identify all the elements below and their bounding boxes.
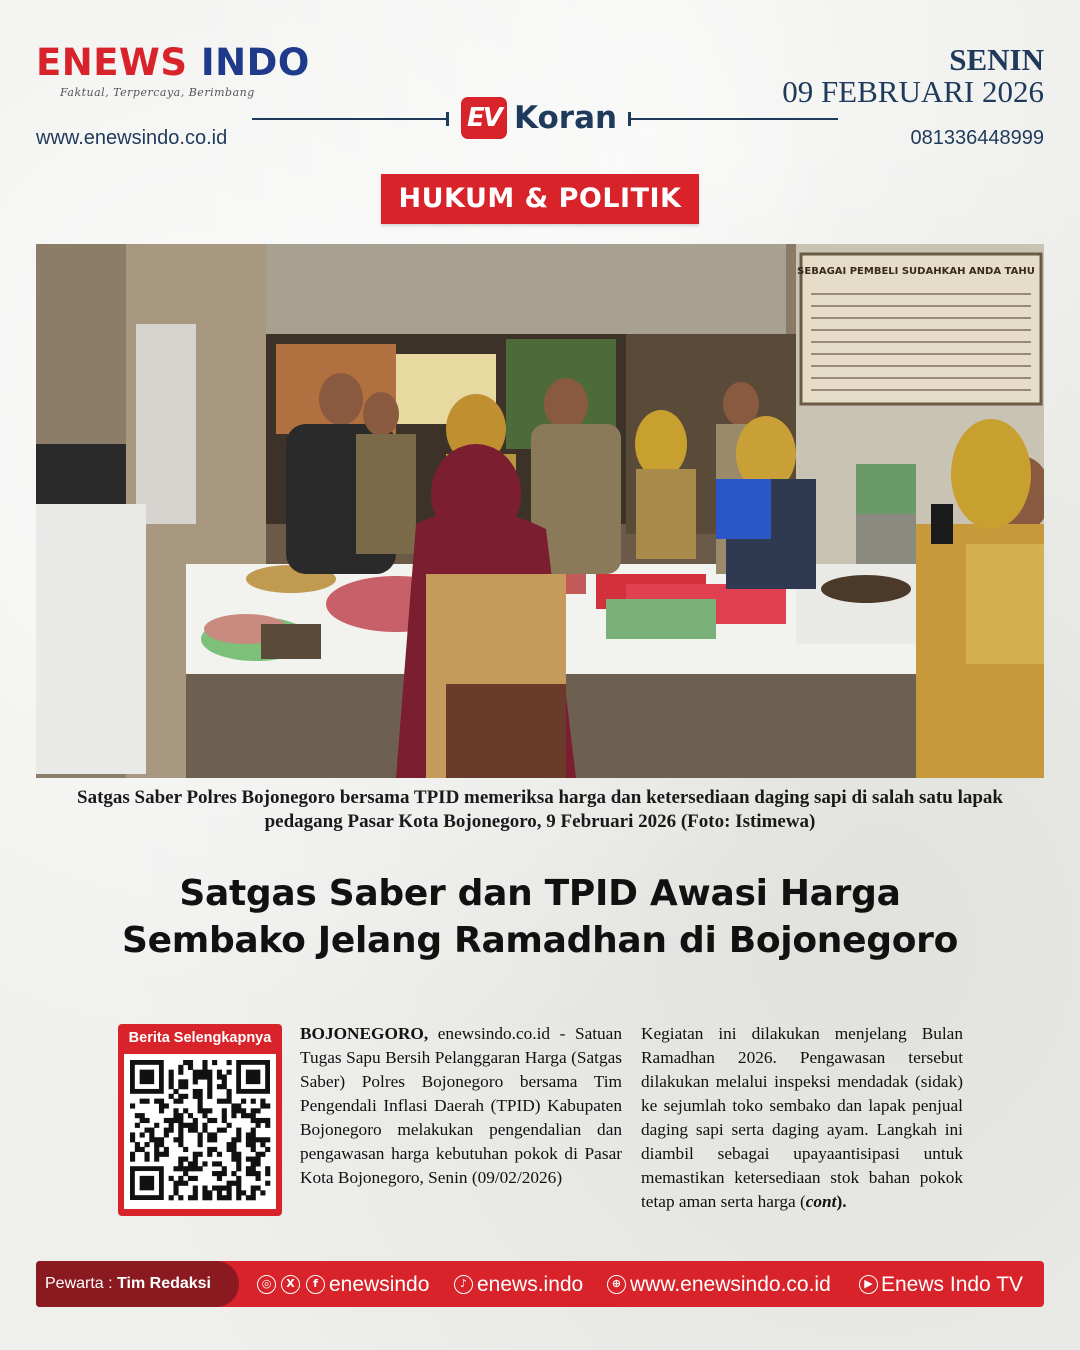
rule-cap bbox=[628, 112, 631, 126]
news-photo bbox=[36, 244, 1044, 778]
article-text-2: Kegiatan ini dilakukan menjelang Bulan Ramadhan 2026. Pengawasan tersebut dilakukan melalui inspeksi mendadak (sidak) ke sejumlah toko sembako dan lapak penjual daging sapi serta daging ayam. Langkah ini diambil sebagai upayaantisipasi untuk memastikan ketersediaan stok bahan pokok tetap aman serta harga ( bbox=[641, 1024, 963, 1211]
x-icon[interactable]: X bbox=[281, 1275, 300, 1294]
article-column-1 bbox=[300, 1022, 622, 1190]
headline bbox=[60, 870, 1020, 964]
market-scene-illustration bbox=[36, 244, 1044, 778]
tiktok-icon[interactable]: ♪ bbox=[454, 1275, 473, 1294]
qr-code-icon[interactable] bbox=[124, 1054, 276, 1209]
article-text-1: enewsindo.co.id - Satuan Tugas Sapu Bersih Pelanggaran Harga (Satgas Saber) Polres Bojonegoro bersama Tim Pengendali Inflasi Daerah (TPID) Kabupaten Bojonegoro melakukan pengendalian dan pengawasan harga kebutuhan pokok di Pasar Kota Bojonegoro, Senin (09/02/2026) bbox=[300, 1024, 622, 1187]
issue-date: 09 FEBRUARI 2026 bbox=[782, 74, 1044, 109]
brand-logo bbox=[36, 41, 310, 84]
edition-label: Koran bbox=[514, 100, 618, 136]
article-continued[interactable]: cont bbox=[805, 1192, 837, 1211]
pewarta bbox=[45, 1261, 211, 1307]
masthead-phone: 081336448999 bbox=[910, 127, 1044, 149]
article-end: ). bbox=[836, 1192, 847, 1211]
brand-part1: ENEWS bbox=[36, 41, 188, 84]
photo-caption: Satgas Saber Polres Bojonegoro bersama TPID memeriksa harga dan ketersediaan daging sapi di salah satu lapak pedagang Pasar Kota Bojonegoro, 9 Februari 2026 (Foto: Istimewa) bbox=[77, 787, 1003, 832]
youtube-icon[interactable]: ▶ bbox=[859, 1275, 878, 1294]
masthead-website[interactable]: www.enewsindo.co.id bbox=[36, 127, 228, 149]
issue-day: SENIN bbox=[949, 42, 1044, 77]
qr-label: Berita Selengkapnya bbox=[128, 1030, 272, 1046]
globe-icon[interactable]: ⊕ bbox=[607, 1275, 626, 1294]
youtube-channel[interactable]: Enews Indo TV bbox=[881, 1273, 1024, 1296]
pewarta-label: Pewarta : bbox=[45, 1275, 118, 1292]
masthead-rule-right bbox=[630, 118, 838, 120]
category-badge: HUKUM & POLITIK bbox=[381, 174, 699, 224]
footer-website[interactable]: www.enewsindo.co.id bbox=[630, 1273, 831, 1296]
rule-cap bbox=[446, 112, 449, 126]
ev-logo-icon: EV bbox=[461, 97, 507, 139]
brand-tagline: Faktual, Terpercaya, Berimbang bbox=[60, 86, 255, 99]
headline-line-1: Satgas Saber dan TPID Awasi Harga bbox=[179, 873, 901, 914]
headline-line-2: Sembako Jelang Ramadhan di Bojonegoro bbox=[121, 920, 959, 961]
facebook-icon[interactable]: f bbox=[306, 1275, 325, 1294]
brand-part2: INDO bbox=[200, 41, 310, 84]
instagram-icon[interactable]: ◎ bbox=[257, 1275, 276, 1294]
article-column-2 bbox=[641, 1022, 963, 1214]
masthead-rule-left bbox=[252, 118, 448, 120]
tiktok-handle[interactable]: enews.indo bbox=[477, 1273, 584, 1296]
sign-title: SEBAGAI PEMBELI SUDAHKAH ANDA TAHU bbox=[797, 266, 1035, 277]
social-handle[interactable]: enewsindo bbox=[329, 1273, 430, 1296]
pewarta-name: Tim Redaksi bbox=[117, 1275, 211, 1292]
article-dateline: BOJONEGORO, bbox=[300, 1024, 429, 1043]
